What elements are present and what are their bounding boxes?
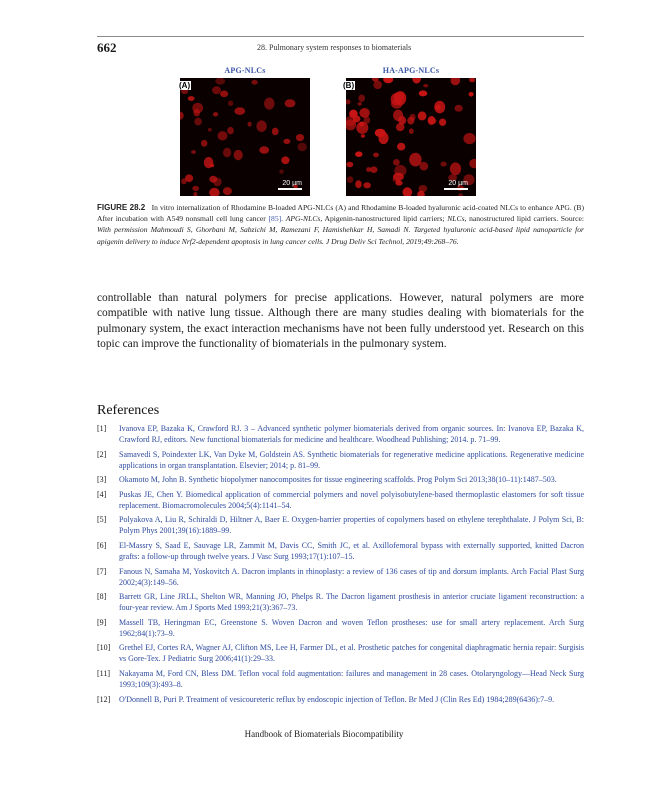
fluorescent-cell xyxy=(251,80,257,85)
fluorescent-cell xyxy=(215,78,225,85)
header-rule xyxy=(97,36,584,37)
reference-text[interactable]: Nakayama M, Ford CN, Bless DM. Teflon vocal fold augmentation: failures and management in 28 cases. Otolaryngology—Head Neck Surg 1993;109(3):493–8. xyxy=(119,668,584,689)
caption-text-3: , Apigenin-nanostructured lipid carriers; xyxy=(320,214,448,224)
fluorescent-cell xyxy=(298,143,307,151)
reference-number: [3] xyxy=(97,475,107,485)
reference-number: [11] xyxy=(97,668,111,678)
fluorescent-cell xyxy=(366,167,371,172)
reference-item[interactable] xyxy=(97,423,584,445)
fluorescent-cell xyxy=(264,98,274,110)
fluorescent-cell xyxy=(423,84,428,88)
figure-panel-a xyxy=(180,66,310,196)
fluorescent-cell xyxy=(296,134,304,141)
reference-item[interactable] xyxy=(97,474,584,485)
reference-text[interactable]: El-Massry S, Saad E, Sauvage LR, Zammit M, Davis CC, Smith JC, et al. Axillofemoral bypass with externally supported, knitted Dacron grafts: a follow-up through twelve years. J Vasc Surg 1993;17(1):107–15. xyxy=(119,540,584,561)
fluorescent-cell xyxy=(454,105,462,112)
fluorescent-cell xyxy=(359,108,369,118)
caption-text-1: In vitro internalization of Rhodamine B-loaded APG-NLCs (A) and Rhodamine B-loaded hyaluronic acid-coated NLCs to enhance APG. (B) After incubation with A549 nonsmall cell lung cancer xyxy=(97,203,585,224)
panel-a-scale-label: 20 µm xyxy=(282,180,302,187)
fluorescent-cell xyxy=(375,129,386,137)
fluorescent-cell xyxy=(435,105,440,111)
reference-item[interactable] xyxy=(97,540,584,562)
fluorescent-cell xyxy=(356,122,368,134)
reference-text[interactable]: Samavedi S, Poindexter LK, Van Dyke M, Goldstein AS. Synthetic biomaterials for regenerative medicine applications. Regenerative medicine applications in organ transplantation. Elsevier; 2014; p. 81–99. xyxy=(119,449,584,470)
running-head: 28. Pulmonary system responses to biomaterials xyxy=(257,43,412,52)
fluorescent-cell xyxy=(209,176,217,183)
reference-text[interactable]: Ivanova EP, Bazaka K, Crawford RJ. 3 – Advanced synthetic polymer biomaterials derived from organic sources. In: Ivanova EP, Bazaka K, Crawford RJ, editors. New functional biomaterials for medicine and healthcare. Woodhead Publishing; 2014. p. 71–99. xyxy=(119,424,584,444)
fluorescent-cell xyxy=(346,162,353,168)
fluorescent-cell xyxy=(441,162,447,167)
body-paragraph: controllable than natural polymers for precise applications. However, natural polymers are more compatible with native lung tissue. Although there are many studies dealing with biomaterials for the pulmonary system, the exact interaction mechanisms have not been fully understood yet. Research on this topic can improve the functionality of biomaterials in the pulmonary system. xyxy=(97,292,584,351)
fluorescent-cell xyxy=(193,109,200,116)
reference-number: [8] xyxy=(97,592,107,602)
fluorescent-cell xyxy=(357,102,362,106)
fluorescent-cell xyxy=(218,131,228,140)
fluorescent-cell xyxy=(373,153,379,158)
fluorescent-cell xyxy=(419,90,428,96)
reference-number: [6] xyxy=(97,540,107,550)
caption-text-2: . xyxy=(281,214,286,224)
fluorescent-cell xyxy=(393,110,403,121)
reference-number: [4] xyxy=(97,489,107,499)
reference-text[interactable]: Barrett GR, Line JRLL, Shelton WR, Manning JO, Phelps R. The Dacron ligament prosthesis in anterior cruciate ligament reconstruction: a four-year review. Am J Sports Med 1993;21(3):367–73. xyxy=(119,592,584,613)
fluorescent-cell xyxy=(373,81,382,90)
fluorescent-cell xyxy=(285,99,296,107)
fluorescent-cell xyxy=(394,165,406,177)
fluorescent-cell xyxy=(409,153,421,167)
fluorescent-cell xyxy=(419,185,428,192)
fluorescent-cell xyxy=(256,120,266,132)
fluorescent-cell xyxy=(208,128,212,131)
fluorescent-cell xyxy=(220,91,228,98)
references-list xyxy=(97,423,584,708)
reference-item[interactable] xyxy=(97,566,584,588)
fluorescent-cell xyxy=(212,86,221,94)
fluorescent-cell xyxy=(272,128,279,136)
fluorescent-cell xyxy=(191,150,196,154)
panel-a-letter: (A) xyxy=(179,81,191,90)
fluorescent-cell xyxy=(228,101,233,107)
panel-a-title: APG-NLCs xyxy=(224,66,266,75)
fluorescent-cell xyxy=(192,186,199,191)
fluorescent-cell xyxy=(439,119,446,126)
fluorescent-cell xyxy=(185,174,193,182)
reference-text[interactable]: Puskas JE, Chen Y. Biomedical application of commercial polymers and novel polyisobutylene-based thermoplastic elastomers for soft tissue replacement. Biomacromolecules 2004;5(4):1141–54. xyxy=(119,489,584,510)
fluorescent-cell xyxy=(283,139,290,144)
page-footer: Handbook of Biomaterials Biocompatibility xyxy=(244,729,404,739)
reference-item[interactable] xyxy=(97,668,584,690)
fluorescent-cell xyxy=(397,143,405,151)
fluorescent-cell xyxy=(281,156,289,164)
fluorescent-cell xyxy=(279,169,284,173)
micrograph-b-image xyxy=(346,78,476,196)
panel-b-scale-bar xyxy=(444,188,468,190)
reference-number: [7] xyxy=(97,566,107,576)
reference-item[interactable] xyxy=(97,449,584,471)
reference-item[interactable] xyxy=(97,514,584,536)
fluorescent-cell xyxy=(409,128,414,134)
reference-text[interactable]: Fanous N, Samaha M, Yoskovitch A. Dacron implants in rhinoplasty: a review of 136 cases of tip and dorsum implants. Arch Facial Plast Surg 2002;4(3):149–56. xyxy=(119,566,584,587)
reference-item[interactable] xyxy=(97,591,584,613)
figure-caption xyxy=(97,202,584,247)
caption-abbr-nlcs: NLCs xyxy=(447,214,465,224)
fluorescent-cell xyxy=(396,179,400,183)
reference-text[interactable]: Massell TB, Heringman EC, Greenstone S. Woven Dacron and woven Teflon prostheses: use for small artery replacement. Arch Surg 1962;84(1):73–9. xyxy=(119,617,584,638)
reference-item[interactable] xyxy=(97,489,584,511)
fluorescent-cell xyxy=(363,182,371,188)
fluorescent-cell xyxy=(469,92,474,97)
reference-number: [5] xyxy=(97,515,107,525)
fluorescent-cell xyxy=(213,112,218,116)
reference-number: [12] xyxy=(97,694,111,704)
fluorescent-cell xyxy=(428,116,436,125)
reference-number: [10] xyxy=(97,643,111,653)
caption-abbr-apg-nlcs: APG-NLCs xyxy=(285,214,321,224)
reference-number: [9] xyxy=(97,617,107,627)
figure-28-2 xyxy=(180,66,477,196)
caption-source: With permission Mahmoudi S, Ghorbani M, Sabzichi M, Ramezani F, Hamishehkar H, Samadi N. Targeted hyaluronic acid-based lipid nanoparticle for apigenin delivery to induce Nrf2-dependent apoptosis in lung cancer cells. J Drug Deliv Sci Technol, 2019;49:268–76. xyxy=(97,225,584,246)
panel-a-micrograph xyxy=(180,78,310,196)
reference-text[interactable]: Okamoto M, John B. Synthetic biopolymer nanocomposites for tissue engineering scaffolds. Prog Polym Sci 2013;38(10–11):1487–503. xyxy=(119,475,557,485)
figure-label: FIGURE 28.2 xyxy=(97,203,146,212)
reference-item[interactable] xyxy=(97,617,584,639)
reference-text[interactable]: O'Donnell B, Puri P. Treatment of vesicoureteric reflux by endoscopic injection of Teflon. Br Med J (Clin Res Ed) 1984;289(6436):7–9. xyxy=(119,694,555,704)
caption-citation-link[interactable]: [85] xyxy=(268,214,282,224)
fluorescent-cell xyxy=(227,127,234,134)
reference-item[interactable] xyxy=(97,694,584,705)
fluorescent-cell xyxy=(259,146,269,154)
fluorescent-cell xyxy=(358,95,365,102)
panel-b-micrograph xyxy=(346,78,476,196)
page-header xyxy=(97,40,584,56)
fluorescent-cell xyxy=(391,93,402,105)
fluorescent-cell xyxy=(463,133,475,144)
fluorescent-cell xyxy=(188,96,195,101)
fluorescent-cell xyxy=(234,150,243,160)
figure-panel-b xyxy=(343,66,476,196)
fluorescent-cell xyxy=(223,148,231,157)
reference-number: [1] xyxy=(97,424,107,433)
fluorescent-cell xyxy=(194,118,202,126)
panel-b-title: HA-APG-NLCs xyxy=(382,66,440,75)
fluorescent-cell xyxy=(355,180,362,188)
fluorescent-cell xyxy=(355,151,362,157)
fluorescent-cell xyxy=(418,111,427,120)
panel-b-letter: (B) xyxy=(343,81,355,90)
fluorescent-cell xyxy=(393,159,400,166)
fluorescent-cell xyxy=(407,117,414,125)
micrograph-a-image xyxy=(180,78,310,196)
reference-text[interactable]: Polyakova A, Liu R, Schiraldi D, Hiltner A, Baer E. Oxygen-barrier properties of copolymers based on ethylene terephthalate. J Polym Sci, B: Polym Phys 2001;39(16):1889–99. xyxy=(119,515,584,536)
panel-a-scale-bar xyxy=(278,188,302,190)
fluorescent-cell xyxy=(347,176,353,183)
fluorescent-cell xyxy=(450,162,461,175)
reference-number: [2] xyxy=(97,449,107,459)
fluorescent-cell xyxy=(420,162,429,171)
fluorescent-cell xyxy=(223,187,232,195)
reference-text[interactable]: Grethel EJ, Cortes RA, Wagner AJ, Clifton MS, Lee H, Farmer DL, et al. Prosthetic patches for congenital diaphragmatic hernia repair: Surgisis vs Gore-Tex. J Pediatric Surg 2006;41(1):29–33. xyxy=(119,643,584,664)
caption-text-4: , nanostructured lipid carriers. Source: xyxy=(464,214,585,224)
fluorescent-cell xyxy=(210,164,215,167)
fluorescent-cell xyxy=(201,140,207,147)
fluorescent-cell xyxy=(248,122,252,127)
page-number: 662 xyxy=(97,40,117,55)
fluorescent-cell xyxy=(361,134,365,137)
references-heading: References xyxy=(97,403,160,418)
fluorescent-cell xyxy=(370,166,378,173)
panel-b-scale-label: 20 µm xyxy=(448,180,468,187)
fluorescent-cell xyxy=(234,107,245,115)
reference-item[interactable] xyxy=(97,642,584,664)
